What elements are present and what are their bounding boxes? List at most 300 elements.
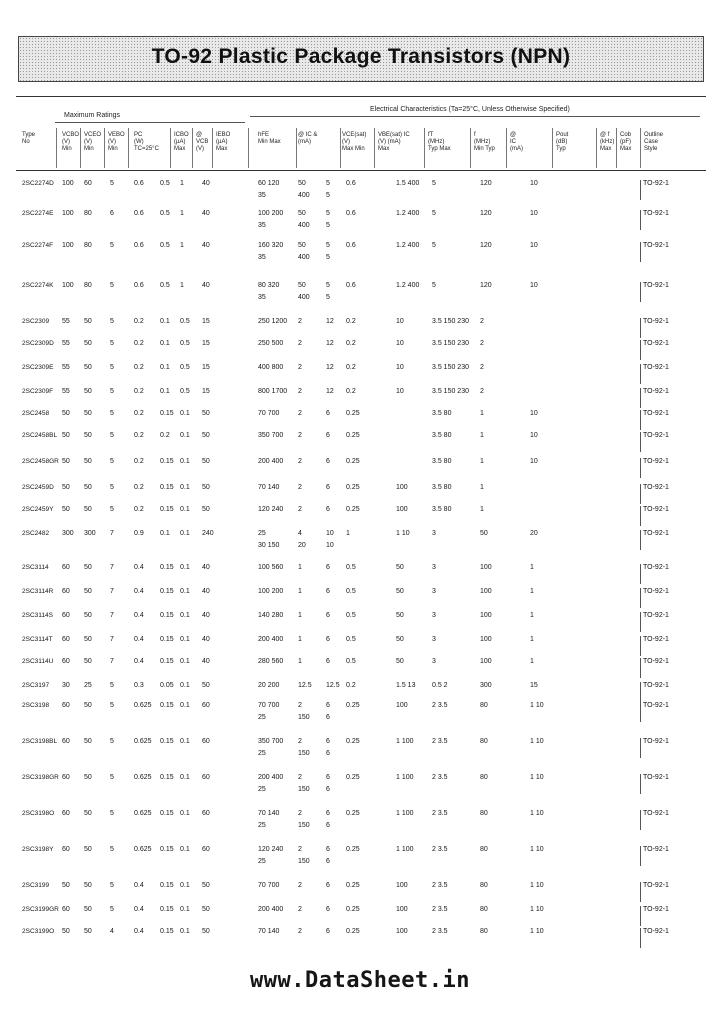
cell: 70 140 <box>258 928 280 935</box>
cell: 0.1 <box>180 458 190 465</box>
cell: 100 560 <box>258 564 284 571</box>
cell: 0.1 <box>180 432 190 439</box>
cell: 6 <box>110 210 114 217</box>
cell: 6 <box>326 658 330 665</box>
part-number: 2SC2458BL <box>22 432 58 439</box>
cell: 100 <box>396 506 408 513</box>
cell: 5 5 <box>326 282 330 301</box>
cell: 2 <box>298 410 302 417</box>
cell: 0.5 <box>160 242 170 249</box>
header-divider <box>56 128 57 168</box>
cell: 12.5 <box>326 682 340 689</box>
header-divider <box>506 128 507 168</box>
cell: 0.1 <box>180 882 190 889</box>
cell: 0.1 <box>160 340 170 347</box>
cell: 0.2 <box>134 506 144 513</box>
part-number: 2SC2458 <box>22 410 50 417</box>
cell: 70 700 <box>258 882 280 889</box>
package-outline: TO-92-1 <box>640 530 669 550</box>
cell: 1 <box>346 530 350 537</box>
package-outline: TO-92-1 <box>640 484 669 504</box>
cell: 5 <box>110 180 114 187</box>
cell: 0.15 <box>160 810 174 817</box>
cell: 800 1700 <box>258 388 288 395</box>
cell: 0.15 <box>160 458 174 465</box>
cell: 0.15 <box>160 928 174 935</box>
cell: 50 400 <box>298 282 310 301</box>
cell: 0.2 <box>346 682 356 689</box>
cell: 300 <box>84 530 96 537</box>
cell: 50 <box>62 410 70 417</box>
part-number: 2SC2309 <box>22 318 50 325</box>
cell: 240 <box>202 530 214 537</box>
cell: 2 <box>298 506 302 513</box>
header-rule <box>16 170 706 171</box>
cell: 60 <box>62 846 70 853</box>
cell: 50 <box>62 928 70 935</box>
cell: 4 <box>110 928 114 935</box>
cell: 50 <box>202 432 210 439</box>
cell: 50 <box>84 388 92 395</box>
cell: 300 <box>62 530 74 537</box>
cell: 0.25 <box>346 928 360 935</box>
col-header-vcbo: VCBO (V) Min <box>62 132 80 152</box>
group-maximum-ratings: Maximum Ratings <box>64 112 121 119</box>
cell: 50 <box>62 506 70 513</box>
cell: 50 <box>84 318 92 325</box>
part-number: 2SC2309D <box>22 340 54 347</box>
cell: 0.6 <box>134 282 144 289</box>
cell: 350 700 <box>258 432 284 439</box>
header-divider <box>192 128 193 168</box>
cell: 50 <box>84 658 92 665</box>
col-header-pkg: Outline Case Style <box>644 132 664 152</box>
cell: 12 <box>326 340 334 347</box>
cell: 1 <box>298 658 302 665</box>
cell: 6 <box>326 458 330 465</box>
cell: 5 <box>432 210 436 217</box>
header-divider <box>424 128 425 168</box>
cell: 1 <box>480 506 484 513</box>
cell: 80 <box>480 928 488 935</box>
cell: 1 10 <box>530 738 544 745</box>
part-number: 2SC2459Y <box>22 506 54 513</box>
package-outline: TO-92-1 <box>640 410 669 430</box>
cell: 50 <box>202 458 210 465</box>
cell: 120 240 <box>258 506 284 513</box>
cell: 80 <box>480 846 488 853</box>
cell: 40 <box>202 588 210 595</box>
cell: 0.25 <box>346 738 360 745</box>
cell: 0.2 <box>160 432 170 439</box>
cell: 10 <box>530 180 538 187</box>
cell: 2 <box>298 318 302 325</box>
cell: 0.5 <box>346 612 356 619</box>
cell: 0.25 <box>346 774 360 781</box>
header-divider <box>596 128 597 168</box>
cell: 250 1200 <box>258 318 288 325</box>
cell: 100 <box>62 242 74 249</box>
cell: 1 <box>298 612 302 619</box>
col-header-iebo: IEBO (µA) Max <box>216 132 231 152</box>
cell: 50 <box>396 636 404 643</box>
cell: 10 <box>530 432 538 439</box>
package-outline: TO-92-1 <box>640 364 669 384</box>
cell: 50 <box>202 484 210 491</box>
cell: 5 <box>110 388 114 395</box>
footer-watermark[interactable]: www.DataSheet.in <box>250 968 470 993</box>
cell: 10 <box>396 364 404 371</box>
cell: 280 560 <box>258 658 284 665</box>
cell: 0.2 <box>346 364 356 371</box>
cell: 5 <box>110 484 114 491</box>
cell: 3.5 150 230 <box>432 364 469 371</box>
cell: 0.1 <box>180 506 190 513</box>
cell: 12 <box>326 388 334 395</box>
cell: 1 <box>180 242 184 249</box>
cell: 0.1 <box>180 658 190 665</box>
cell: 120 <box>480 180 492 187</box>
package-outline: TO-92-1 <box>640 506 669 526</box>
cell: 50 <box>202 882 210 889</box>
title-banner <box>18 36 704 82</box>
cell: 40 <box>202 564 210 571</box>
cell: 140 280 <box>258 612 284 619</box>
cell: 0.25 <box>346 906 360 913</box>
header-divider <box>248 128 249 168</box>
cell: 5 <box>110 432 114 439</box>
part-number: 2SC3198O <box>22 810 55 817</box>
cell: 0.25 <box>346 432 360 439</box>
cell: 50 <box>84 906 92 913</box>
cell: 100 <box>480 588 492 595</box>
cell: 55 <box>62 388 70 395</box>
cell: 50 400 <box>298 180 310 199</box>
cell: 1 <box>530 636 534 643</box>
cell: 200 400 <box>258 458 284 465</box>
cell: 0.2 <box>134 484 144 491</box>
cell: 0.5 <box>180 364 190 371</box>
part-number: 2SC2274K <box>22 282 54 289</box>
cell: 1 <box>530 658 534 665</box>
cell: 1.5 13 <box>396 682 416 689</box>
cell: 0.25 <box>346 882 360 889</box>
cell: 60 <box>84 180 92 187</box>
header-divider <box>212 128 213 168</box>
cell: 15 <box>202 388 210 395</box>
cell: 0.4 <box>134 928 144 935</box>
cell: 0.15 <box>160 636 174 643</box>
cell: 120 <box>480 210 492 217</box>
cell: 10 <box>530 410 538 417</box>
cell: 7 <box>110 612 114 619</box>
cell: 50 400 <box>298 242 310 261</box>
cell: 5 <box>110 364 114 371</box>
cell: 0.1 <box>180 564 190 571</box>
cell: 2 3.5 <box>432 882 448 889</box>
cell: 10 <box>396 388 404 395</box>
cell: 0.1 <box>180 846 190 853</box>
cell: 100 <box>480 658 492 665</box>
cell: 5 <box>110 846 114 853</box>
cell: 0.25 <box>346 484 360 491</box>
cell: 6 <box>326 882 330 889</box>
col-header-fcond: @ f (kHz) Max <box>600 132 615 152</box>
col-header-vbe: VBE(sat) IC (V) (mA) Max <box>378 132 410 152</box>
cell: 0.5 <box>346 588 356 595</box>
cell: 3.5 150 230 <box>432 340 469 347</box>
cell: 350 700 25 <box>258 738 284 757</box>
cell: 50 <box>202 682 210 689</box>
cell: 1 <box>530 588 534 595</box>
cell: 0.25 <box>346 410 360 417</box>
cell: 0.1 <box>160 364 170 371</box>
cell: 60 <box>62 636 70 643</box>
cell: 5 <box>110 340 114 347</box>
cell: 100 200 <box>258 588 284 595</box>
cell: 100 <box>480 612 492 619</box>
cell: 0.5 <box>180 340 190 347</box>
cell: 1 <box>530 564 534 571</box>
cell: 300 <box>480 682 492 689</box>
cell: 5 <box>110 458 114 465</box>
part-number: 2SC3198 <box>22 702 50 709</box>
cell: 0.2 <box>134 364 144 371</box>
cell: 1 <box>180 282 184 289</box>
cell: 3 <box>432 658 436 665</box>
cell: 60 <box>62 774 70 781</box>
cell: 6 <box>326 588 330 595</box>
cell: 60 <box>62 658 70 665</box>
cell: 3 <box>432 530 436 537</box>
cell: 0.15 <box>160 702 174 709</box>
cell: 0.1 <box>180 906 190 913</box>
cell: 60 <box>62 588 70 595</box>
cell: 50 <box>84 846 92 853</box>
cell: 40 <box>202 636 210 643</box>
cell: 40 <box>202 242 210 249</box>
cell: 5 <box>110 882 114 889</box>
cell: 3.5 150 230 <box>432 318 469 325</box>
cell: 5 <box>110 410 114 417</box>
cell: 2 3.5 <box>432 702 448 709</box>
cell: 1.2 400 <box>396 242 420 249</box>
package-outline: TO-92-1 <box>640 588 669 608</box>
cell: 0.1 <box>180 928 190 935</box>
package-outline: TO-92-1 <box>640 432 669 452</box>
top-rule <box>16 96 706 97</box>
cell: 3.5 80 <box>432 410 452 417</box>
cell: 80 <box>84 282 92 289</box>
part-number: 2SC2274E <box>22 210 54 217</box>
cell: 1 <box>480 458 484 465</box>
cell: 20 <box>530 530 538 537</box>
cell: 3 <box>432 636 436 643</box>
cell: 50 <box>62 484 70 491</box>
package-outline: TO-92-1 <box>640 738 669 758</box>
cell: 0.1 <box>180 702 190 709</box>
col-header-vcb: @ VCB (V) <box>196 132 209 152</box>
cell: 1 10 <box>530 928 544 935</box>
group-underline-elec <box>250 116 700 117</box>
cell: 6 6 <box>326 846 330 865</box>
cell: 50 <box>84 588 92 595</box>
cell: 1 10 <box>530 774 544 781</box>
part-number: 2SC3198BL <box>22 738 58 745</box>
cell: 2 <box>480 388 484 395</box>
cell: 40 <box>202 612 210 619</box>
cell: 0.1 <box>180 738 190 745</box>
cell: 6 6 <box>326 738 330 757</box>
cell: 60 <box>62 702 70 709</box>
cell: 80 <box>480 906 488 913</box>
cell: 1 10 <box>530 702 544 709</box>
cell: 0.2 <box>346 388 356 395</box>
cell: 100 <box>480 564 492 571</box>
cell: 5 <box>110 738 114 745</box>
cell: 50 <box>84 564 92 571</box>
cell: 7 <box>110 530 114 537</box>
package-outline: TO-92-1 <box>640 282 669 302</box>
cell: 0.1 <box>180 530 190 537</box>
cell: 0.2 <box>134 318 144 325</box>
cell: 5 <box>432 180 436 187</box>
col-header-vebo: VEBO (V) Min <box>108 132 125 152</box>
cell: 55 <box>62 318 70 325</box>
cell: 15 <box>202 318 210 325</box>
part-number: 2SC3114R <box>22 588 54 595</box>
cell: 0.15 <box>160 906 174 913</box>
cell: 0.1 <box>160 530 170 537</box>
cell: 60 <box>202 846 210 853</box>
cell: 0.1 <box>180 774 190 781</box>
cell: 7 <box>110 564 114 571</box>
cell: 60 120 35 <box>258 180 280 199</box>
cell: 3 <box>432 612 436 619</box>
cell: 2 150 <box>298 810 310 829</box>
part-number: 2SC2458GR <box>22 458 59 465</box>
part-number: 2SC2274D <box>22 180 54 187</box>
cell: 200 400 <box>258 636 284 643</box>
cell: 1 100 <box>396 738 414 745</box>
cell: 50 <box>84 738 92 745</box>
cell: 0.5 <box>160 282 170 289</box>
cell: 100 <box>62 180 74 187</box>
col-header-nf: f (MHz) Min Typ <box>474 132 495 152</box>
cell: 2 <box>480 340 484 347</box>
cell: 0.5 <box>180 318 190 325</box>
cell: 10 <box>396 340 404 347</box>
cell: 50 <box>84 928 92 935</box>
cell: 2 3.5 <box>432 846 448 853</box>
cell: 50 <box>84 458 92 465</box>
cell: 5 <box>110 682 114 689</box>
col-header-pc: PC (W) TC=25°C <box>134 132 159 152</box>
cell: 0.2 <box>134 410 144 417</box>
cell: 3.5 150 230 <box>432 388 469 395</box>
cell: 50 <box>84 636 92 643</box>
part-number: 2SC3199GR <box>22 906 59 913</box>
cell: 55 <box>62 340 70 347</box>
cell: 70 700 25 <box>258 702 280 721</box>
cell: 12 <box>326 318 334 325</box>
cell: 2 3.5 <box>432 810 448 817</box>
cell: 0.15 <box>160 738 174 745</box>
cell: 0.2 <box>346 318 356 325</box>
cell: 50 <box>62 432 70 439</box>
cell: 40 <box>202 180 210 187</box>
cell: 2 <box>298 340 302 347</box>
cell: 100 <box>396 484 408 491</box>
cell: 50 <box>396 658 404 665</box>
header-divider <box>374 128 375 168</box>
cell: 15 <box>202 364 210 371</box>
part-number: 2SC2482 <box>22 530 50 537</box>
package-outline: TO-92-1 <box>640 612 669 632</box>
cell: 0.1 <box>180 810 190 817</box>
cell: 5 <box>110 774 114 781</box>
cell: 6 <box>326 564 330 571</box>
cell: 0.15 <box>160 882 174 889</box>
cell: 6 <box>326 612 330 619</box>
cell: 0.5 2 <box>432 682 448 689</box>
cell: 4 20 <box>298 530 306 549</box>
cell: 50 <box>396 588 404 595</box>
cell: 50 <box>396 612 404 619</box>
cell: 2 <box>298 388 302 395</box>
header-divider <box>616 128 617 168</box>
cell: 0.15 <box>160 484 174 491</box>
cell: 0.2 <box>346 340 356 347</box>
cell: 70 140 <box>258 484 280 491</box>
cell: 120 240 25 <box>258 846 284 865</box>
cell: 50 <box>480 530 488 537</box>
cell: 80 <box>84 242 92 249</box>
cell: 0.2 <box>134 432 144 439</box>
cell: 3 <box>432 588 436 595</box>
cell: 5 <box>110 702 114 709</box>
cell: 5 <box>110 242 114 249</box>
cell: 2 <box>298 484 302 491</box>
package-outline: TO-92-1 <box>640 318 669 338</box>
cell: 0.625 <box>134 846 152 853</box>
cell: 0.6 <box>346 210 356 217</box>
part-number: 2SC3199 <box>22 882 50 889</box>
cell: 0.2 <box>134 340 144 347</box>
cell: 1 <box>480 432 484 439</box>
cell: 160 320 35 <box>258 242 284 261</box>
cell: 50 <box>202 506 210 513</box>
cell: 25 <box>84 682 92 689</box>
cell: 50 400 <box>298 210 310 229</box>
col-header-hfe: hFE Min Max <box>258 132 281 145</box>
cell: 2 150 <box>298 738 310 757</box>
cell: 2 <box>298 928 302 935</box>
cell: 60 <box>202 774 210 781</box>
col-header-ft: fT (MHz) Typ Max <box>428 132 451 152</box>
cell: 0.1 <box>180 588 190 595</box>
cell: 1 <box>298 564 302 571</box>
cell: 6 6 <box>326 702 330 721</box>
cell: 0.25 <box>346 458 360 465</box>
cell: 2 3.5 <box>432 774 448 781</box>
part-number: 2SC2274F <box>22 242 54 249</box>
cell: 1 <box>480 410 484 417</box>
cell: 2 150 <box>298 702 310 721</box>
part-number: 2SC3114 <box>22 564 49 571</box>
package-outline: TO-92-1 <box>640 906 669 926</box>
cell: 80 <box>480 738 488 745</box>
